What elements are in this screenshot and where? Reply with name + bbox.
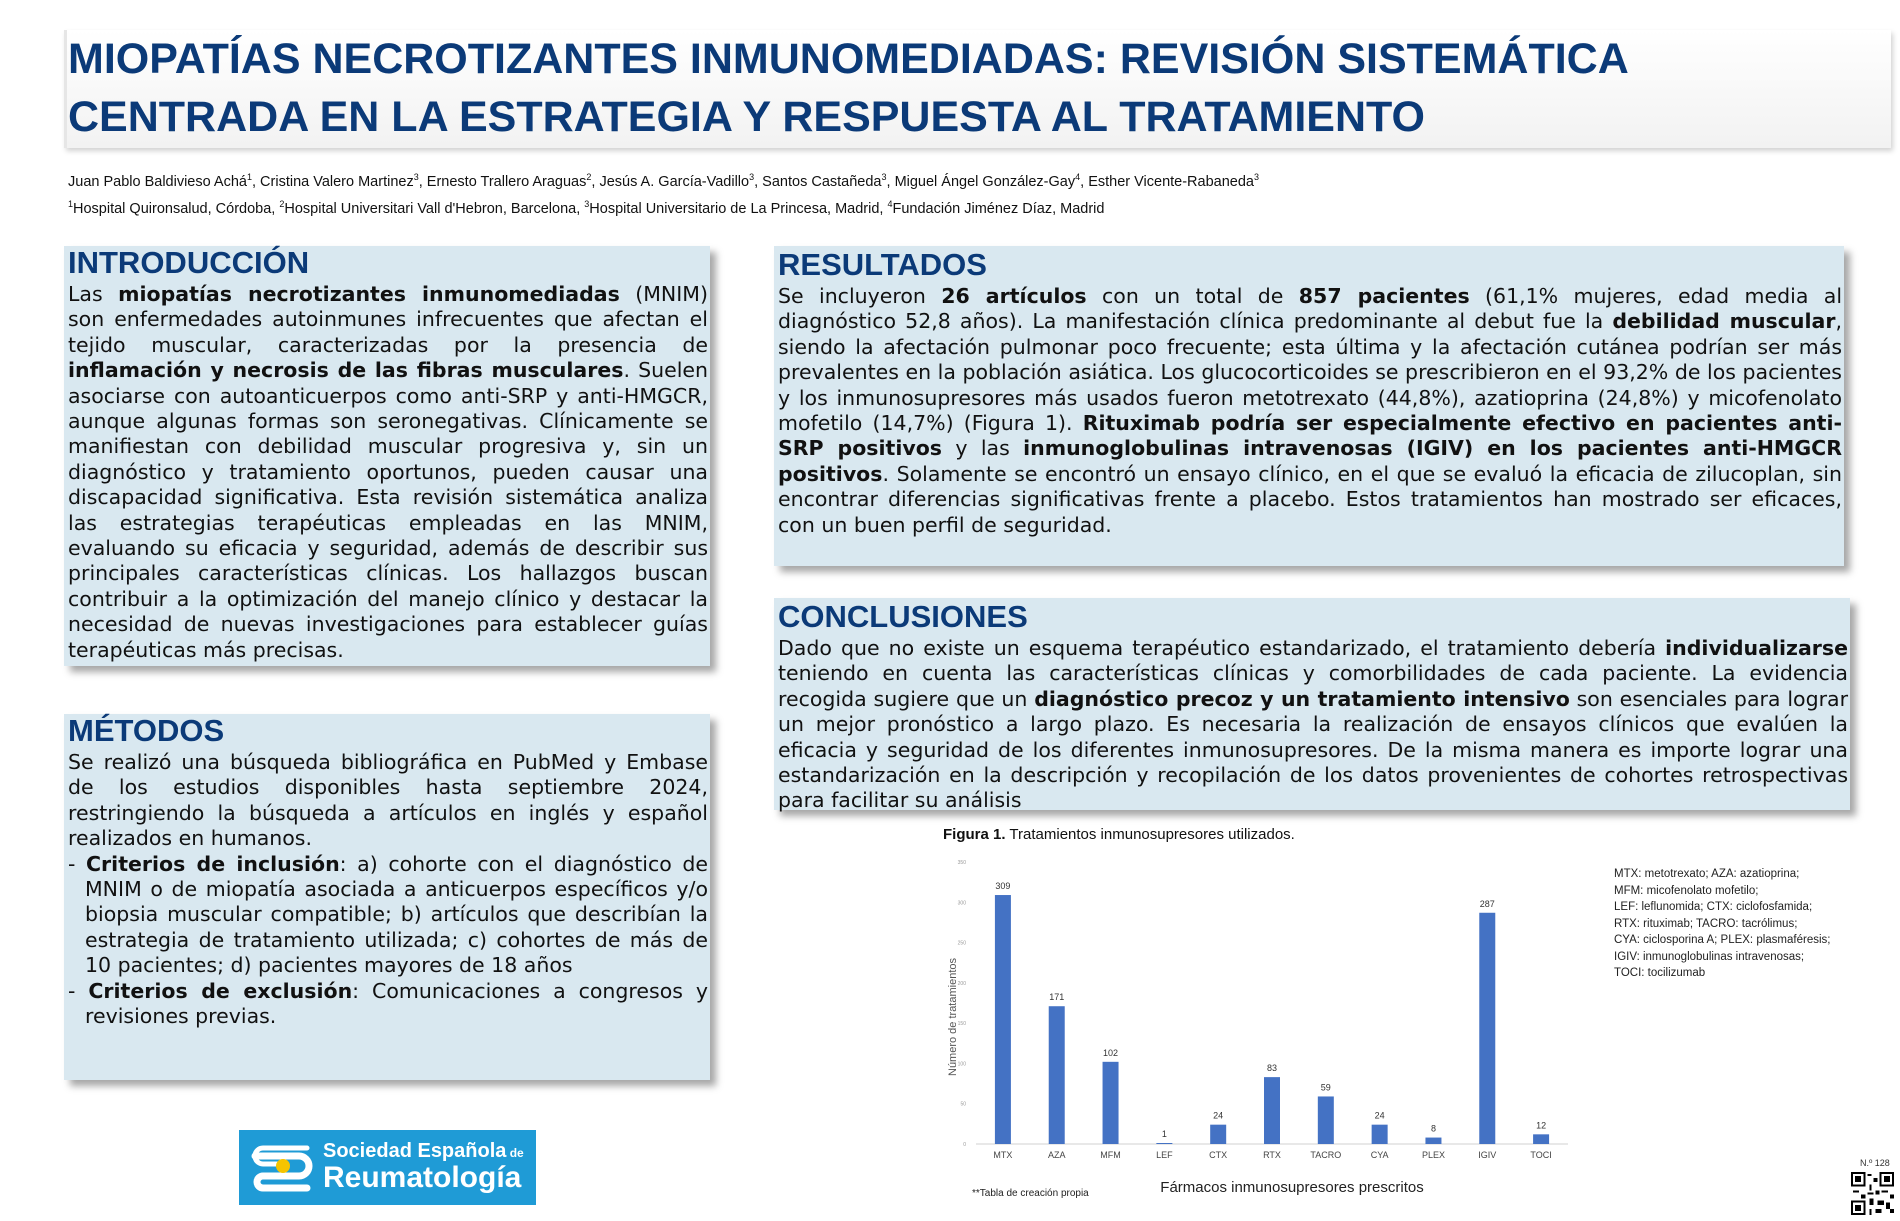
legend-line: IGIV: inmunoglobulinas intravenosas; [1614, 950, 1805, 963]
bold-phrase: Rituximab podría ser especialmente efectivo en pacientes anti-SRP positivos [778, 411, 1842, 461]
text-run: (MNIM) son enfermedades autoinmunes infrecuentes que afectan el tejido muscular, caracterizadas por la presencia de [68, 282, 708, 357]
bold-phrase: 26 artículos [941, 284, 1087, 308]
authors-block [68, 166, 1768, 220]
legend-line: RTX: rituximab; TACRO: tacrólimus; [1614, 917, 1798, 930]
author-name: Ernesto Trallero Araguas [426, 173, 587, 190]
figure-caption-text: Tratamientos inmunosupresores utilizados. [1005, 826, 1295, 843]
legend-line: MFM: micofenolato mofetilo; [1614, 884, 1759, 897]
chart-x-tick-label: LEF [1156, 1150, 1173, 1160]
chart-bar-lef [1156, 1143, 1172, 1144]
author-affiliation-number: 3 [881, 172, 887, 182]
treatments-bar-chart [940, 846, 1600, 1212]
chart-x-tick-label: MTX [993, 1150, 1013, 1160]
chart-y-axis-label: Número de tratamientos [947, 958, 959, 1076]
text-run: . Solamente se encontró un ensayo clínico, en el que se evaluó la eficacia de zilucoplan, sin encontrar diferencias significativas frente a placebo. Estos tratamientos han mostrado ser eficaces, con un buen perfil de seguridad. [778, 461, 1842, 537]
intro-text [68, 282, 708, 663]
chart-bar-cya [1372, 1125, 1388, 1144]
chart-x-tick-label: AZA [1047, 1150, 1066, 1160]
figure-abbreviation-legend [1614, 866, 1830, 982]
text-run: . Suelen asociarse con autoanticuerpos como anti-SRP y anti-HMGCR, aunque algunas formas son seronegativas. Clínicamente se manifiestan con debilidad muscular progresiva y, sin un diagnóstico y tratamiento oportunos, pueden causar una discapacidad significativa. Esta revisión sistemática analiza las estrategias terapéuticas empleadas en las MNIM, evaluando su eficacia y seguridad, además de describir sus principales características clínicas. Los hallazgos buscan contribuir a la optimización del manejo clínico y destacar la necesidad de nuevas investigaciones para establecer guías terapéuticas más precisas. [68, 358, 708, 662]
affiliation-number: 1 [68, 198, 74, 209]
bold-phrase: inflamación y necrosis de las fibras musculares [68, 358, 624, 383]
chart-x-tick-label: PLEX [1421, 1150, 1445, 1160]
chart-bar-mtx [995, 895, 1011, 1144]
results-heading: RESULTADOS [778, 247, 987, 282]
chart-y-tick-label: 0 [963, 1142, 966, 1148]
chart-data-label: 102 [1103, 1047, 1119, 1058]
chart-y-tick-label: 200 [957, 980, 966, 987]
affiliation-number: 2 [279, 198, 285, 209]
author-list: Juan Pablo Baldivieso Achá$^1$, Cristina Valero Martinez$^3$, Ernesto Trallero Araguas$^2$, Jesús A. García-Vadillo$^3$, Santos Castañeda$^3$, Miguel Ángel González-Gay$^4$, Esther Vicente-Rabaneda$^3$ [68, 172, 1259, 190]
figure-caption-label: Figura 1. [943, 826, 1006, 843]
author-name: Juan Pablo Baldivieso Achá [68, 173, 247, 190]
bold-phrase: 857 pacientes [1298, 284, 1470, 308]
logo-line-1: Sociedad Española de [323, 1140, 524, 1162]
text-run: Las [68, 282, 119, 306]
chart-y-tick-label: 50 [960, 1101, 966, 1108]
criteria-list [68, 852, 708, 1030]
text-run: , siendo la afectación pulmonar poco frecuente; esta última y la afectación cutánea podrían ser más prevalentes en la población asiática. Los glucocorticoides se prescribieron en el 93,2% de los pacientes y los inmunosupresores más usados fueron metotrexato (44,8%), azatioprina (24,8%) y micofenolato mofetilo (14,7%) (Figura 1). [778, 309, 1843, 436]
chart-data-label: 12 [1536, 1120, 1547, 1131]
chart-x-axis-label: Fármacos inmunosupresores prescritos [1160, 1179, 1424, 1196]
author-name: Jesús A. García-Vadillo [599, 173, 750, 190]
qr-code-icon[interactable] [1851, 1172, 1894, 1215]
affiliation-number: 3 [584, 198, 590, 209]
legend-line: MTX: metotrexato; AZA: azatioprina; [1614, 868, 1800, 880]
criteria-text: : a) cohorte con el diagnóstico de MNIM o de miopatía asociada a anticuerpos específicos y/o biopsia muscular compatible; b) artículos que describían la estrategia de tratamiento utilizada; c) cohortes de más de 10 pacientes; d) pacientes mayores de 18 años [85, 851, 708, 978]
chart-y-tick-label: 300 [957, 900, 966, 907]
affiliation-name: Hospital Universitario de La Princesa, Madrid [589, 200, 880, 217]
chart-bar-igiv [1479, 913, 1495, 1144]
author-name: Santos Castañeda [762, 173, 882, 190]
legend-line: TOCI: tocilizumab [1614, 967, 1706, 979]
chart-x-tick-label: TOCI [1530, 1150, 1552, 1160]
ser-logo-mark-icon [247, 1142, 315, 1194]
criteria-label: Criterios de exclusión [88, 978, 353, 1003]
chart-bar-tacro [1318, 1096, 1334, 1144]
bold-phrase: debilidad muscular [1612, 309, 1836, 334]
criteria-item: - Criterios de inclusión: a) cohorte con el diagnóstico de MNIM o de miopatía asociada a anticuerpos específicos y/o biopsia muscular compatible; b) artículos que describían la estrategia de tratamiento utilizada; c) cohortes de más de 10 pacientes; d) pacientes mayores de 18 años [68, 851, 708, 978]
ser-logo [239, 1130, 536, 1205]
affiliation-name: Hospital Universitari Vall d'Hebron, Barcelona [284, 200, 577, 217]
chart-bars [995, 895, 1549, 1144]
chart-bar-toci [1533, 1134, 1549, 1144]
chart-x-tick-label: MFM [1100, 1150, 1121, 1160]
criteria-item: - Criterios de exclusión: Comunicaciones a congresos y revisiones previas. [68, 978, 708, 1029]
conclusions-text [778, 636, 1848, 814]
chart-x-tick-label: CYA [1370, 1150, 1389, 1160]
text-run: Se incluyeron [778, 284, 942, 308]
chart-bar-rtx [1264, 1077, 1280, 1144]
chart-data-label: 83 [1266, 1063, 1278, 1074]
author-affiliation-number: 3 [749, 172, 755, 182]
legend-line: CYA: ciclosporina A; PLEX: plasmaféresis; [1614, 934, 1831, 946]
chart-data-label: 8 [1430, 1123, 1436, 1134]
chart-x-tick-label: TACRO [1310, 1150, 1342, 1160]
text-run: Dado que no existe un esquema terapéutico estandarizado, el tratamiento debería [778, 636, 1666, 660]
methods-text [68, 750, 708, 1029]
author-affiliation-number: 3 [1253, 172, 1259, 182]
chart-bar-plex [1425, 1138, 1441, 1144]
chart-y-tick-label: 100 [957, 1061, 966, 1068]
author-affiliation-number: 1 [246, 172, 252, 182]
bold-phrase: individualizarse [1665, 636, 1848, 660]
chart-y-tick-label: 350 [957, 860, 966, 866]
chart-data-label: 1 [1161, 1129, 1167, 1139]
chart-data-label: 24 [1374, 1110, 1385, 1121]
text-run: teniendo en cuenta las características clínicas y comorbilidades de cada paciente. La evidencia recogida sugiere que un [778, 661, 1848, 711]
author-affiliation-number: 3 [413, 172, 419, 182]
text-run: con un total de [1086, 284, 1299, 308]
affiliation-number: 4 [887, 198, 893, 209]
intro-heading: INTRODUCCIÓN [68, 245, 310, 280]
chart-y-tick-label: 250 [957, 940, 966, 947]
author-affiliation-number: 2 [586, 172, 592, 182]
chart-bar-aza [1049, 1006, 1065, 1144]
affiliation-name: Fundación Jiménez Díaz, Madrid [892, 200, 1105, 217]
methods-intro: Se realizó una búsqueda bibliográfica en PubMed y Embase de los estudios disponibles hasta septiembre 2024, restringiendo la búsqueda a artículos en inglés y español realizados en humanos. [68, 750, 708, 851]
results-text [778, 284, 1842, 538]
legend-line: LEF: leflunomida; CTX: ciclofosfamida; [1614, 901, 1813, 913]
chart-data-label: 287 [1479, 898, 1495, 909]
text-run: son esenciales para lograr un mejor pronóstico a largo plazo. Es necesaria la realización de ensayos clínicos que evalúen la eficacia y seguridad de los diferentes inmunosupresores. De la misma manera es importe lograr una estandarización en la descripción y recopilación de los datos provenientes de cohortes retrospectivas para facilitar su análisis [778, 686, 1848, 813]
criteria-label: Criterios de inclusión [86, 851, 340, 876]
poster-number: N.º 128 [1860, 1158, 1890, 1168]
conclusions-heading: CONCLUSIONES [778, 599, 1028, 634]
chart-tick-labels [993, 1150, 1551, 1160]
figure-note: **Tabla de creación propia [972, 1188, 1089, 1199]
chart-data-label: 59 [1320, 1082, 1331, 1093]
bold-phrase: miopatías necrotizantes inmunomediadas [118, 282, 620, 306]
logo-line-2: Reumatología [323, 1161, 522, 1194]
author-name: Miguel Ángel González-Gay [894, 173, 1076, 190]
poster-title: MIOPATÍAS NECROTIZANTES INMUNOMEDIADAS: REVISIÓN SISTEMÁTICA CENTRADA EN LA ESTRATEGIA Y RESPUESTA AL TRATAMIENTO [68, 35, 1628, 141]
bold-phrase: inmunoglobulinas intravenosas (IGIV) en los pacientes anti-HMGCR positivos [778, 436, 1842, 486]
chart-x-tick-label: CTX [1209, 1150, 1228, 1160]
chart-x-tick-label: RTX [1263, 1150, 1281, 1160]
text-run: y las [942, 436, 1024, 461]
text-run: (61,1% mujeres, edad media al diagnóstico 52,8 años). La manifestación clínica predominante al debut fue la [778, 284, 1843, 334]
affiliation-list: $^1$Hospital Quironsalud, Córdoba, $^2$Hospital Universitari Vall d'Hebron, Barcelona, $^3$Hospital Universitario de La Princesa, Madrid, $^4$Fundación Jiménez Díaz, Madrid [68, 198, 1105, 217]
chart-data-label: 309 [995, 881, 1011, 892]
author-name: Esther Vicente-Rabaneda [1088, 173, 1254, 190]
author-affiliation-number: 4 [1075, 172, 1081, 182]
affiliation-name: Hospital Quironsalud, Córdoba [73, 200, 272, 217]
chart-bar-mfm [1103, 1062, 1119, 1144]
methods-heading: MÉTODOS [68, 713, 225, 748]
chart-bar-ctx [1210, 1125, 1226, 1144]
chart-y-tick-label: 150 [957, 1021, 966, 1028]
figure-caption [943, 826, 1295, 843]
chart-x-tick-label: IGIV [1478, 1150, 1497, 1160]
author-name: Cristina Valero Martinez [260, 173, 414, 190]
bold-phrase: diagnóstico precoz y un tratamiento intensivo [1034, 686, 1570, 711]
chart-data-label: 24 [1213, 1110, 1224, 1121]
criteria-text: : Comunicaciones a congresos y revisiones previas. [85, 978, 708, 1029]
chart-data-label: 171 [1049, 992, 1065, 1003]
